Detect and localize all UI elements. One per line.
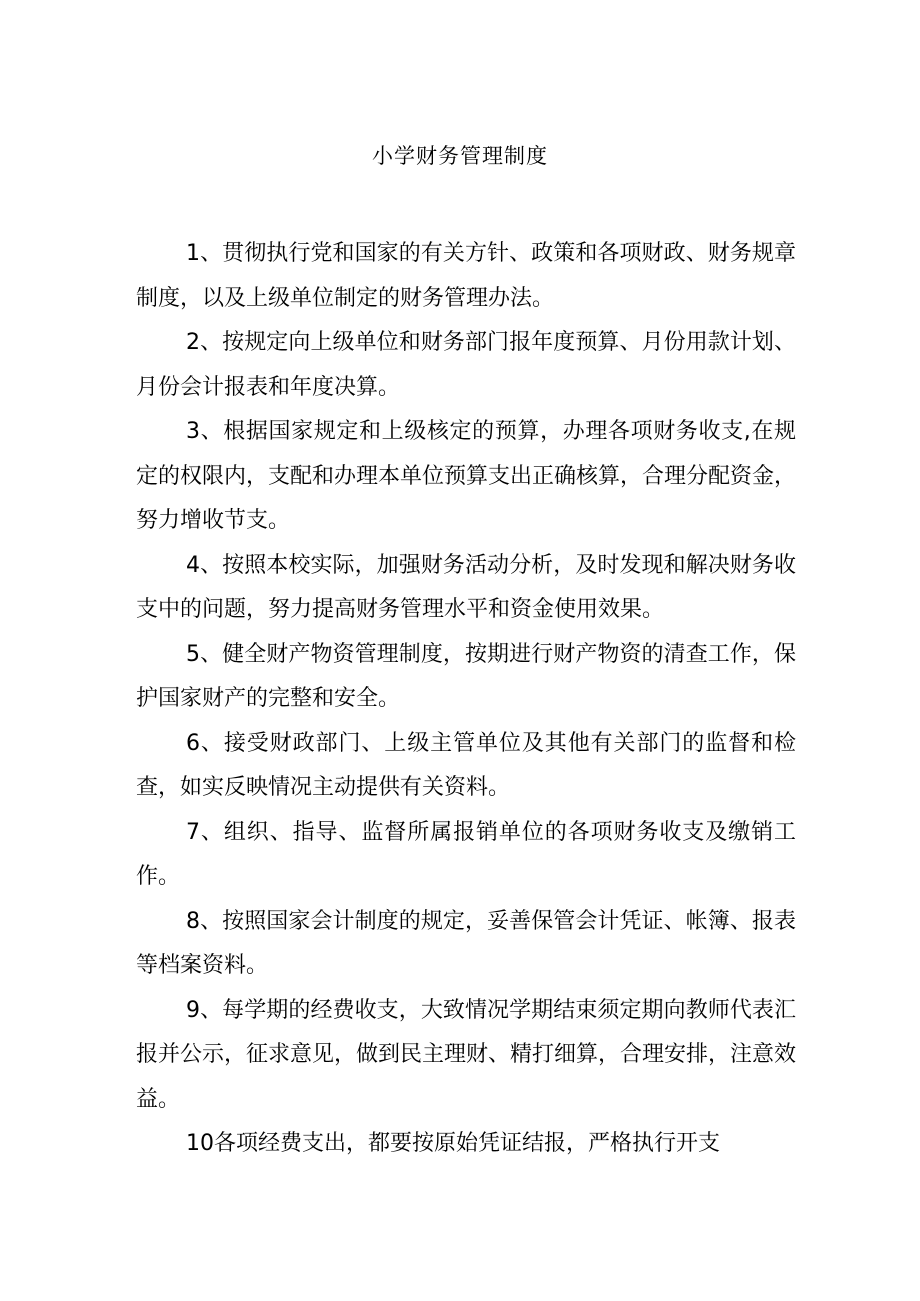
paragraph-5: 5、健全财产物资管理制度，按期进行财产物资的清查工作，保护国家财产的完整和安全。 [136, 641, 796, 711]
document-body [136, 232, 796, 1167]
paragraph-3: 3、根据国家规定和上级核定的预算，办理各项财务收支,在规定的权限内，支配和办理本单位预算支出正确核算，合理分配资金，努力增收节支。 [136, 419, 797, 533]
paragraph-1: 1、贯彻执行党和国家的有关方针、政策和各项财政、财务规章制度，以及上级单位制定的财务管理办法。 [136, 241, 796, 311]
paragraph-4: 4、按照本校实际，加强财务活动分析，及时发现和解决财务收支中的问题，努力提高财务管理水平和资金使用效果。 [136, 552, 796, 622]
paragraph-6: 6、接受财政部门、上级主管单位及其他有关部门的监督和检查，如实反映情况主动提供有关资料。 [136, 730, 796, 800]
paragraph-8: 8、按照国家会计制度的规定，妥善保管会计凭证、帐簿、报表等档案资料。 [136, 908, 796, 978]
paragraph-9: 9、每学期的经费收支，大致情况学期结束须定期向教师代表汇报并公示，征求意见，做到民主理财、精打细算，合理安排，注意效益。 [136, 997, 797, 1112]
document-title: 小学财务管理制度 [372, 144, 548, 168]
paragraph-10: 10各项经费支出，都要按原始凭证结报，严格执行开支 [186, 1131, 720, 1156]
paragraph-7: 7、组织、指导、监督所属报销单位的各项财务收支及缴销工作。 [136, 819, 796, 889]
paragraph-2: 2、按规定向上级单位和财务部门报年度预算、月份用款计划、月份会计报表和年度决算。 [136, 330, 796, 400]
